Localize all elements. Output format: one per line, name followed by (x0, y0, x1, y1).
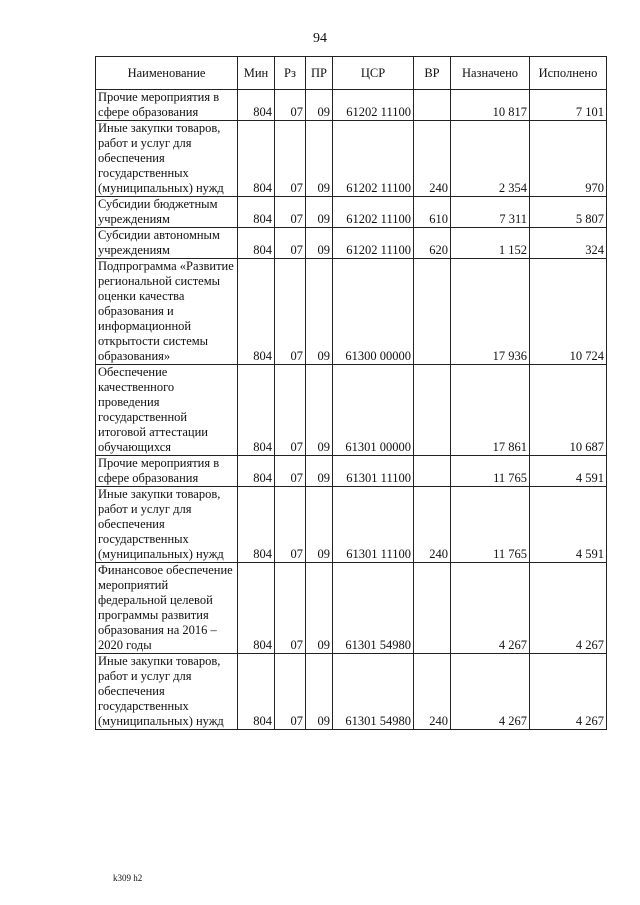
header-pr: ПР (306, 57, 333, 90)
row-vr (414, 456, 451, 487)
footer-code: k309 h2 (113, 873, 143, 883)
row-min: 804 (238, 456, 275, 487)
row-rz: 07 (275, 563, 306, 654)
row-rz: 07 (275, 654, 306, 730)
row-name: Иные закупки товаров, работ и услуг для обеспечения государственных (муниципальных) нужд (96, 121, 238, 197)
row-vr (414, 259, 451, 365)
row-pr: 09 (306, 228, 333, 259)
row-name: Финансовое обеспечение мероприятий федеральной целевой программы развития образования на 2016 – 2020 годы (96, 563, 238, 654)
header-vr: ВР (414, 57, 451, 90)
row-csr: 61202 11100 (333, 197, 414, 228)
row-executed: 4 591 (530, 456, 607, 487)
row-name: Прочие мероприятия в сфере образования (96, 456, 238, 487)
row-vr: 240 (414, 654, 451, 730)
row-executed: 10 724 (530, 259, 607, 365)
row-name: Подпрограмма «Развитие региональной системы оценки качества образования и информационной открытости системы образования» (96, 259, 238, 365)
header-name: Наименование (96, 57, 238, 90)
row-csr: 61202 11100 (333, 90, 414, 121)
row-rz: 07 (275, 90, 306, 121)
row-vr (414, 365, 451, 456)
row-executed: 4 267 (530, 654, 607, 730)
row-csr: 61301 00000 (333, 365, 414, 456)
table-row (96, 487, 607, 563)
row-assigned: 11 765 (451, 456, 530, 487)
row-name: Прочие мероприятия в сфере образования (96, 90, 238, 121)
row-pr: 09 (306, 456, 333, 487)
row-pr: 09 (306, 90, 333, 121)
row-csr: 61202 11100 (333, 228, 414, 259)
row-name: Субсидии автономным учреждениям (96, 228, 238, 259)
row-rz: 07 (275, 121, 306, 197)
table-row (96, 121, 607, 197)
row-rz: 07 (275, 228, 306, 259)
row-executed: 7 101 (530, 90, 607, 121)
row-pr: 09 (306, 563, 333, 654)
header-executed: Исполнено (530, 57, 607, 90)
row-csr: 61301 54980 (333, 563, 414, 654)
row-executed: 5 807 (530, 197, 607, 228)
table-row (96, 365, 607, 456)
row-vr (414, 563, 451, 654)
row-assigned: 17 861 (451, 365, 530, 456)
table-row (96, 197, 607, 228)
row-executed: 970 (530, 121, 607, 197)
row-csr: 61301 54980 (333, 654, 414, 730)
table-row (96, 654, 607, 730)
row-vr (414, 90, 451, 121)
header-csr: ЦСР (333, 57, 414, 90)
table-row (96, 228, 607, 259)
row-pr: 09 (306, 654, 333, 730)
row-name: Субсидии бюджетным учреждениям (96, 197, 238, 228)
table-row (96, 456, 607, 487)
row-pr: 09 (306, 365, 333, 456)
row-executed: 324 (530, 228, 607, 259)
row-csr: 61202 11100 (333, 121, 414, 197)
page-number: 94 (313, 31, 327, 46)
row-assigned: 1 152 (451, 228, 530, 259)
row-executed: 10 687 (530, 365, 607, 456)
row-csr: 61301 11100 (333, 456, 414, 487)
row-pr: 09 (306, 121, 333, 197)
row-pr: 09 (306, 259, 333, 365)
row-csr: 61301 11100 (333, 487, 414, 563)
row-rz: 07 (275, 365, 306, 456)
row-assigned: 7 311 (451, 197, 530, 228)
row-pr: 09 (306, 487, 333, 563)
row-min: 804 (238, 563, 275, 654)
header-rz: Рз (275, 57, 306, 90)
row-assigned: 17 936 (451, 259, 530, 365)
row-csr: 61300 00000 (333, 259, 414, 365)
row-min: 804 (238, 654, 275, 730)
row-min: 804 (238, 197, 275, 228)
header-assigned: Назначено (451, 57, 530, 90)
table-row (96, 90, 607, 121)
row-assigned: 4 267 (451, 563, 530, 654)
row-min: 804 (238, 365, 275, 456)
row-vr: 620 (414, 228, 451, 259)
row-min: 804 (238, 487, 275, 563)
row-pr: 09 (306, 197, 333, 228)
row-executed: 4 267 (530, 563, 607, 654)
row-vr: 240 (414, 487, 451, 563)
row-assigned: 11 765 (451, 487, 530, 563)
row-rz: 07 (275, 259, 306, 365)
row-assigned: 4 267 (451, 654, 530, 730)
row-name: Иные закупки товаров, работ и услуг для обеспечения государственных (муниципальных) нужд (96, 487, 238, 563)
row-min: 804 (238, 228, 275, 259)
row-assigned: 10 817 (451, 90, 530, 121)
row-name: Иные закупки товаров, работ и услуг для обеспечения государственных (муниципальных) нужд (96, 654, 238, 730)
row-rz: 07 (275, 197, 306, 228)
row-min: 804 (238, 90, 275, 121)
row-vr: 240 (414, 121, 451, 197)
table-header-row (96, 57, 607, 90)
row-min: 804 (238, 259, 275, 365)
row-executed: 4 591 (530, 487, 607, 563)
row-rz: 07 (275, 487, 306, 563)
table-row (96, 259, 607, 365)
row-assigned: 2 354 (451, 121, 530, 197)
budget-table (95, 56, 607, 730)
row-name: Обеспечение качественного проведения государственной итоговой аттестации обучающихся (96, 365, 238, 456)
table-row (96, 563, 607, 654)
row-min: 804 (238, 121, 275, 197)
row-vr: 610 (414, 197, 451, 228)
header-min: Мин (238, 57, 275, 90)
row-rz: 07 (275, 456, 306, 487)
